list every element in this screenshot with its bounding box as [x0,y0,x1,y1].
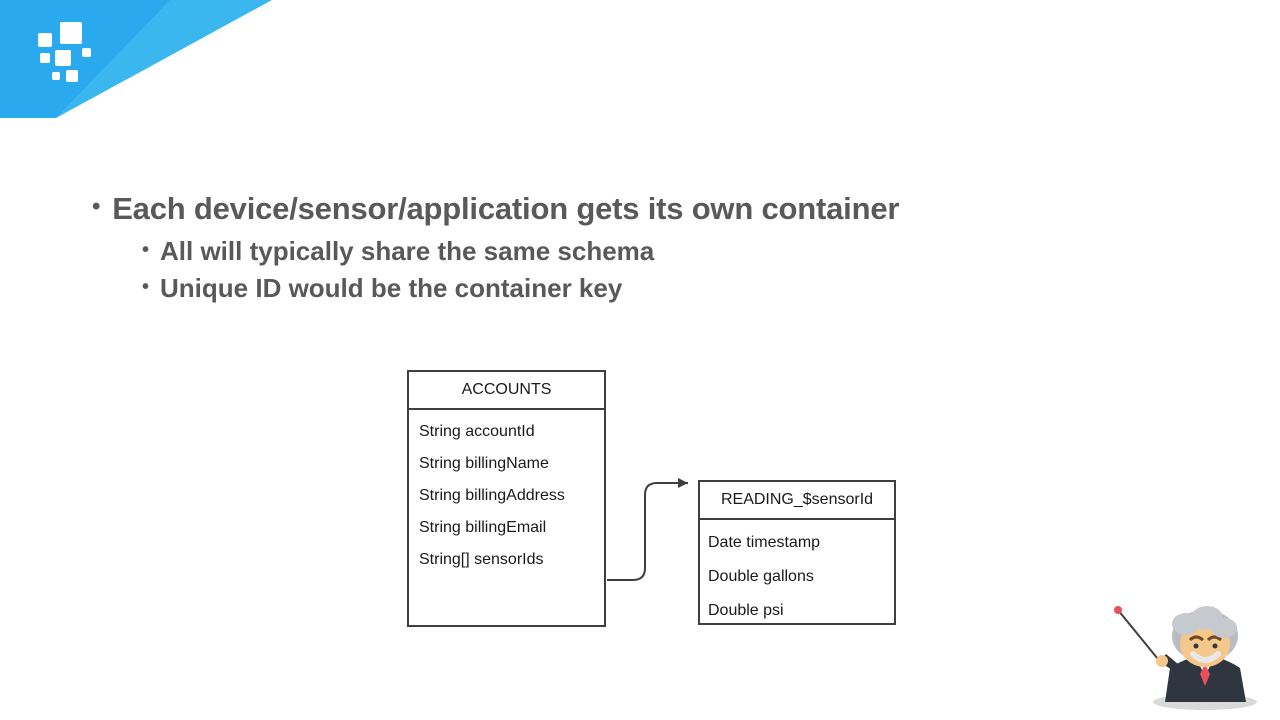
bullet-item-2-text: All will typically share the same schema [160,235,655,266]
entity-field: String billingAddress [419,487,565,504]
bullet-item-3 [142,272,1152,306]
entity-field: String billingName [419,455,549,472]
entity-field: Date timestamp [708,534,821,551]
entity-title-accounts: ACCOUNTS [409,372,604,410]
entity-relationship-diagram [400,365,920,640]
bullet-marker-icon: • [92,193,101,220]
entity-field: String[] sensorIds [419,551,544,568]
entity-box-reading [698,480,896,625]
entity-box-accounts [407,370,606,627]
corner-decoration [0,0,272,118]
bullet-item-3-text: Unique ID would be the container key [160,272,623,303]
entity-field: String accountId [419,423,535,440]
entity-field-list-accounts [409,410,604,582]
presenter-avatar [1110,602,1270,712]
bullet-list [92,190,1152,308]
entity-title-reading: READING_$sensorId [700,482,894,520]
entity-field: Double psi [708,602,784,619]
entity-field-list-reading [700,520,894,634]
cartoon-presenter-icon [1110,602,1270,712]
entity-field: Double gallons [708,568,814,585]
bullet-item-1-text: Each device/sensor/application gets its own container [112,191,900,226]
bullet-marker-icon: • [142,238,150,261]
corner-logo-icon [0,0,272,118]
bullet-item-1 [92,190,1152,229]
entity-field: String billingEmail [419,519,547,536]
bullet-item-2 [142,235,1152,269]
bullet-marker-icon: • [142,275,150,298]
